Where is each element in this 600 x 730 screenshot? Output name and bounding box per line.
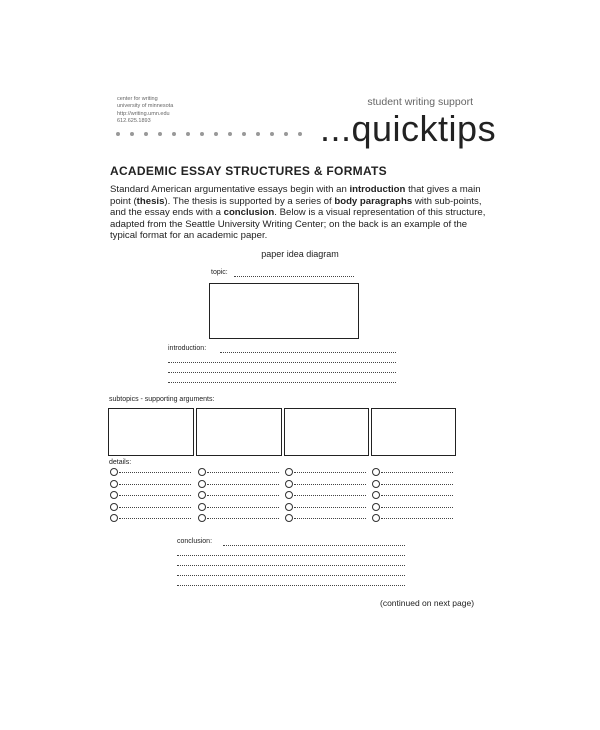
intro-text: . Below is a visual representation of this structure, adapted from the Seattle University Writing Center; on the back is an example of the typical format for an academic paper. [110,207,486,242]
support-label: student writing support [367,96,473,108]
detail-line[interactable] [207,484,279,485]
subtopic-box-3[interactable] [284,408,369,456]
detail-bullet-icon [198,468,206,476]
detail-bullet-icon [198,491,206,499]
center-line: university of minnesota [117,103,174,110]
detail-line[interactable] [119,495,191,496]
detail-bullet-icon [285,468,293,476]
detail-bullet-icon [198,503,206,511]
conclusion-line[interactable] [223,545,405,546]
leader-dot [228,132,232,136]
detail-bullet-icon [198,480,206,488]
intro-paragraph [110,184,490,242]
detail-line[interactable] [381,495,453,496]
leader-dot [242,132,246,136]
detail-line[interactable] [381,472,453,473]
leader-dot [200,132,204,136]
page-title: ACADEMIC ESSAY STRUCTURES & FORMATS [110,164,387,178]
detail-line[interactable] [207,507,279,508]
leader-dot [270,132,274,136]
center-line: center for writing [117,96,158,102]
detail-line[interactable] [119,507,191,508]
detail-bullet-icon [110,491,118,499]
subtopic-box-1[interactable] [108,408,194,456]
leader-dot [256,132,260,136]
detail-bullet-icon [285,503,293,511]
detail-line[interactable] [294,518,366,519]
detail-bullet-icon [372,480,380,488]
intro-text: with sub-points, and the essay ends with a [110,195,482,219]
introduction-line[interactable] [168,372,396,373]
intro-text: Standard American argumentative essays begin with an [110,184,350,195]
continued-note: (continued on next page) [380,598,475,608]
intro-text: that gives a main point ( [110,184,481,207]
detail-bullet-icon [110,468,118,476]
detail-line[interactable] [119,472,191,473]
center-line: 612.625.1893 [117,118,151,125]
detail-line[interactable] [381,518,453,519]
detail-line[interactable] [381,484,453,485]
conclusion-line[interactable] [177,585,405,586]
center-line[interactable]: http://writing.umn.edu [117,110,170,117]
detail-line[interactable] [381,507,453,508]
detail-bullet-icon [285,480,293,488]
center-info [117,96,173,126]
intro-bold-body: body paragraphs [334,195,413,207]
brand-name: quicktips [351,108,497,149]
detail-bullet-icon [110,480,118,488]
detail-bullet-icon [372,491,380,499]
leader-dot [116,132,120,136]
detail-line[interactable] [294,507,366,508]
detail-line[interactable] [207,472,279,473]
detail-bullet-icon [285,491,293,499]
conclusion-line[interactable] [177,575,405,576]
diagram-title: paper idea diagram [261,249,339,259]
detail-bullet-icon [372,514,380,522]
detail-bullet-icon [285,514,293,522]
brand-ellipsis: ... [320,108,352,149]
detail-line[interactable] [294,495,366,496]
dots-leader [115,130,315,138]
detail-bullet-icon [198,514,206,522]
leader-dot [298,132,302,136]
topic-label: topic: [211,269,228,276]
introduction-line[interactable] [220,352,396,353]
subtopics-label: subtopics - supporting arguments: [109,396,215,403]
detail-bullet-icon [372,503,380,511]
detail-line[interactable] [119,484,191,485]
leader-dot [186,132,190,136]
leader-dot [144,132,148,136]
conclusion-line[interactable] [177,565,405,566]
details-label: details: [109,459,132,466]
detail-bullet-icon [110,503,118,511]
conclusion-line[interactable] [177,555,405,556]
leader-dot [284,132,288,136]
topic-box[interactable] [209,283,359,339]
intro-text: ). The thesis is supported by a series of [164,195,335,207]
intro-bold-introduction: introduction [349,184,406,195]
leader-dot [130,132,134,136]
leader-dot [214,132,218,136]
intro-bold-thesis: thesis [136,195,165,207]
subtopic-box-4[interactable] [371,408,456,456]
introduction-line[interactable] [168,382,396,383]
intro-bold-conclusion: conclusion [223,207,275,219]
topic-line[interactable] [234,276,354,277]
detail-line[interactable] [207,495,279,496]
detail-bullet-icon [110,514,118,522]
conclusion-label: conclusion: [177,538,213,545]
brand-logo [320,108,496,150]
detail-line[interactable] [119,518,191,519]
subtopic-box-2[interactable] [196,408,282,456]
detail-line[interactable] [294,472,366,473]
detail-bullet-icon [372,468,380,476]
introduction-line[interactable] [168,362,396,363]
leader-dot [158,132,162,136]
leader-dot [172,132,176,136]
introduction-label: introduction: [168,345,207,352]
detail-line[interactable] [294,484,366,485]
detail-line[interactable] [207,518,279,519]
